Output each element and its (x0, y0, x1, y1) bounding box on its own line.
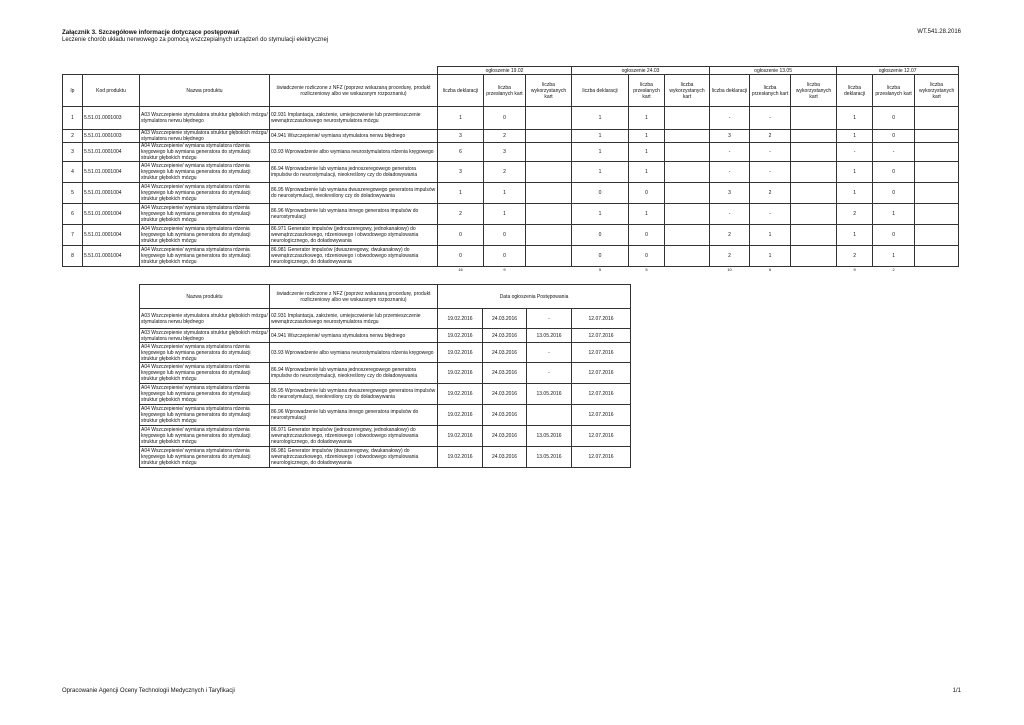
service-description: 02.931 Implantacja, założenie, umiejscowienie lub przemieszczenie wewnątrzczaszkowego neurostymulatora mózgu (270, 107, 438, 130)
row-number: 1 (63, 107, 83, 130)
count-value: 2 (484, 130, 526, 143)
table-row (140, 384, 631, 405)
count-value: 2 (484, 162, 526, 183)
count-value: 3 (710, 183, 750, 204)
count-value: 1 (572, 143, 629, 162)
count-value: - (710, 204, 750, 225)
count-value: 1 (572, 162, 629, 183)
count-value: 1 (572, 130, 629, 143)
announcement-date: 13.05.2016 (527, 329, 572, 343)
count-value: 1 (438, 183, 484, 204)
sum-value: 10 (727, 267, 732, 273)
count-value: 0 (484, 246, 526, 267)
announcement-date: 13.05.2016 (527, 426, 572, 447)
count-value: 1 (873, 246, 915, 267)
product-code: 5.51.01.0001003 (83, 130, 140, 143)
count-value: 1 (873, 204, 915, 225)
announcement-date: 19.02.2016 (438, 405, 483, 426)
count-value: 6 (438, 143, 484, 162)
product-name: A04 Wszczepienie/ wymiana stymulatora rdzenia kręgowego lub wymiana generatora do stymulacji struktur głębokich mózgu (140, 363, 270, 384)
service-description: 04.941 Wszczepienie/ wymiana stymulatora nerwu błędnego (270, 329, 438, 343)
sum-value: 2 (892, 267, 895, 273)
count-value: 0 (873, 130, 915, 143)
announcement-date: 24.03.2016 (483, 363, 527, 384)
sum-value (791, 267, 837, 273)
count-value (526, 246, 572, 267)
service-description: 86.95 Wprowadzenie lub wymiana dwuszeregowego generatora impulsów do neurostymulacji, nieokreślony czy do doładowywania (270, 384, 438, 405)
count-value (526, 225, 572, 246)
table-row (63, 143, 959, 162)
count-value: 1 (837, 162, 873, 183)
service-description: 86.971 Generator impulsów (jednoszeregowy, jednokanałowy) do wewnątrzczaszkowego, rdzeniowego i obwodowego stymulowania neurologicznego, do doładowywania (270, 225, 438, 246)
product-name: A04 Wszczepienie/ wymiana stymulatora rdzenia kręgowego lub wymiana generatora do stymulacji struktur głębokich mózgu (140, 405, 270, 426)
sum-value: 6 (768, 267, 772, 273)
column-header: Kod produktu (83, 75, 140, 107)
count-value (526, 204, 572, 225)
product-name: A04 Wszczepienie/ wymiana stymulatora rdzenia kręgowego lub wymiana generatora do stymulacji struktur głębokich mózgu (140, 447, 270, 468)
sum-value: 5 (598, 267, 602, 273)
count-value: 0 (572, 246, 629, 267)
announcement-date: 12.07.2016 (572, 329, 631, 343)
announcement-date: 12.07.2016 (572, 384, 631, 405)
sum-value: 16 (458, 267, 463, 273)
column-header: świadczenie rozliczone z NFZ (poprzez wskazaną procedurę, produkt rozliczeniowy albo we wskazanym rozpoznaniu) (270, 75, 438, 107)
count-value (791, 162, 837, 183)
document-reference: WT.541.28.2016 (917, 29, 961, 35)
row-number: 7 (63, 225, 83, 246)
product-name: A04 Wszczepienie/ wymiana stymulatora rdzenia kręgowego lub wymiana generatora do stymulacji struktur głębokich mózgu (140, 225, 270, 246)
table-row (63, 204, 959, 225)
announcement-dates-table (139, 284, 631, 468)
count-value: 0 (629, 246, 665, 267)
service-description: 03.93 Wprowadzenie albo wymiana neurostymulatora rdzenia kręgowego (270, 143, 438, 162)
count-value: 2 (710, 246, 750, 267)
table-row (140, 309, 631, 329)
service-description: 86.94 Wprowadzenie lub wymiana jednoszeregowego generatora impulsów do neurostymulacji, nieokreślony czy do doładowywania (270, 162, 438, 183)
group-header: ogłoszenie 24.03 (572, 67, 710, 75)
count-value: 2 (750, 130, 791, 143)
table-row (63, 225, 959, 246)
column-header: lp (63, 75, 83, 107)
column-header: liczba deklaracji (710, 75, 750, 107)
sum-value: 9 (853, 267, 856, 273)
announcement-date (527, 405, 572, 426)
table-row (63, 162, 959, 183)
footer-organization: Opracowanie Agencji Oceny Technologii Medycznych i Taryfikacji (62, 688, 235, 694)
announcement-date: 13.05.2016 (527, 384, 572, 405)
count-value: 1 (438, 107, 484, 130)
row-number: 2 (63, 130, 83, 143)
document-subtitle: Leczenie chorób układu nerwowego za pomocą wszczepialnych urządzeń do stymulacji elektrycznej (62, 37, 329, 43)
announcement-date: 19.02.2016 (438, 426, 483, 447)
announcement-date: - (527, 343, 572, 363)
count-value: 3 (438, 130, 484, 143)
count-value: 1 (484, 204, 526, 225)
row-number: 5 (63, 183, 83, 204)
count-value (665, 225, 710, 246)
product-name: A04 Wszczepienie/ wymiana stymulatora rdzenia kręgowego lub wymiana generatora do stymulacji struktur głębokich mózgu (140, 143, 270, 162)
group-header: ogłoszenie 19.02 (438, 67, 572, 75)
product-name: A04 Wszczepienie/ wymiana stymulatora rdzenia kręgowego lub wymiana generatora do stymulacji struktur głębokich mózgu (140, 426, 270, 447)
column-header: Data ogłoszenia Postępowania (438, 285, 631, 309)
count-value: 1 (484, 183, 526, 204)
count-value (791, 143, 837, 162)
table-row (63, 246, 959, 267)
count-value: 2 (837, 204, 873, 225)
table-row (140, 343, 631, 363)
table-row (140, 447, 631, 468)
column-header: liczba wykorzystanych kart (526, 75, 572, 107)
count-value: - (873, 143, 915, 162)
table-row (140, 405, 631, 426)
count-value (791, 246, 837, 267)
column-header: liczba wykorzystanych kart (915, 75, 959, 107)
count-value: 1 (572, 107, 629, 130)
count-value (526, 107, 572, 130)
count-value (915, 183, 959, 204)
service-description: 86.981 Generator impulsów (dwuszeregowy, dwukanałowy) do wewnątrzczaszkowego, rdzeniowego i obwodowego stymulowania neurologicznego, do doładowywania (270, 246, 438, 267)
announcement-date: 24.03.2016 (483, 447, 527, 468)
column-header: liczba wykorzystanych kart (665, 75, 710, 107)
count-value (915, 204, 959, 225)
announcement-date: 19.02.2016 (438, 447, 483, 468)
count-value: 3 (438, 162, 484, 183)
product-code: 5.51.01.0001004 (83, 225, 140, 246)
product-code: 5.51.01.0001004 (83, 204, 140, 225)
count-value: 1 (572, 204, 629, 225)
row-number: 6 (63, 204, 83, 225)
service-description: 86.94 Wprowadzenie lub wymiana jednoszeregowego generatora impulsów do neurostymulacji, nieokreślony czy do doładowywania (270, 363, 438, 384)
count-value: 0 (438, 225, 484, 246)
count-value: 1 (629, 107, 665, 130)
product-name: A04 Wszczepienie/ wymiana stymulatora rdzenia kręgowego lub wymiana generatora do stymulacji struktur głębokich mózgu (140, 183, 270, 204)
announcement-date: 12.07.2016 (572, 447, 631, 468)
announcement-date: 13.05.2016 (527, 447, 572, 468)
count-value (915, 130, 959, 143)
row-number: 8 (63, 246, 83, 267)
count-value: 0 (629, 183, 665, 204)
announcement-date: 24.03.2016 (483, 384, 527, 405)
column-header: świadczenie rozliczone z NFZ (poprzez wskazaną procedurę, produkt rozliczeniowy albo we wskazanym rozpoznaniu) (270, 285, 438, 309)
column-header: liczba deklaracji (438, 75, 484, 107)
table-row (140, 329, 631, 343)
count-value (915, 107, 959, 130)
column-header: liczba deklaracji (572, 75, 629, 107)
count-value: 1 (629, 162, 665, 183)
count-value (526, 143, 572, 162)
count-value (791, 107, 837, 130)
announcement-date: 19.02.2016 (438, 363, 483, 384)
count-value: 2 (837, 246, 873, 267)
count-value: 0 (629, 225, 665, 246)
count-value (791, 204, 837, 225)
sum-value (526, 267, 572, 273)
service-description: 86.971 Generator impulsów (jednoszeregowy, jednokanałowy) do wewnątrzczaszkowego, rdzeniowego i obwodowego stymulowania neurologicznego, do doładowywania (270, 426, 438, 447)
count-value: 1 (837, 183, 873, 204)
sum-value: 5 (645, 267, 648, 273)
count-value (791, 130, 837, 143)
table-row (140, 363, 631, 384)
table-row (63, 107, 959, 130)
sum-value (915, 267, 959, 273)
announcement-date: 19.02.2016 (438, 309, 483, 329)
sum-value (665, 267, 710, 273)
count-value (915, 246, 959, 267)
count-value (665, 107, 710, 130)
announcement-date: 19.02.2016 (438, 329, 483, 343)
announcement-date: - (527, 363, 572, 384)
product-name: A04 Wszczepienie/ wymiana stymulatora rdzenia kręgowego lub wymiana generatora do stymulacji struktur głębokich mózgu (140, 343, 270, 363)
product-name: A03 Wszczepienie stymulatora struktur głębokich mózgu/ stymulatora nerwu błędnego (140, 107, 270, 130)
product-name: A04 Wszczepienie/ wymiana stymulatora rdzenia kręgowego lub wymiana generatora do stymulacji struktur głębokich mózgu (140, 204, 270, 225)
count-value: 1 (750, 225, 791, 246)
announcement-date: 12.07.2016 (572, 309, 631, 329)
product-name: A04 Wszczepienie/ wymiana stymulatora rdzenia kręgowego lub wymiana generatora do stymulacji struktur głębokich mózgu (140, 162, 270, 183)
count-value: 2 (710, 225, 750, 246)
product-name: A03 Wszczepienie stymulatora struktur głębokich mózgu/ stymulatora nerwu błędnego (140, 309, 270, 329)
count-value (665, 130, 710, 143)
product-name: A03 Wszczepienie stymulatora struktur głębokich mózgu/ stymulatora nerwu błędnego (141, 130, 268, 142)
count-value: 0 (438, 246, 484, 267)
count-value (665, 246, 710, 267)
count-value (665, 204, 710, 225)
count-value: 1 (750, 246, 791, 267)
count-value: 0 (873, 162, 915, 183)
service-description: 04.941 Wszczepienie/ wymiana stymulatora nerwu błędnego (270, 130, 438, 143)
sum-value: 9 (503, 267, 506, 273)
count-value: - (750, 107, 791, 130)
announcement-date: 24.03.2016 (483, 405, 527, 426)
product-name: A04 Wszczepienie/ wymiana stymulatora rdzenia kręgowego lub wymiana generatora do stymulacji struktur głębokich mózgu (140, 246, 270, 267)
count-value: 0 (873, 225, 915, 246)
service-description: 86.96 Wprowadzenie lub wymiana innego generatora impulsów do neurostymulacji (270, 405, 438, 426)
announcement-date: 24.03.2016 (483, 426, 527, 447)
announcement-date: 24.03.2016 (483, 309, 527, 329)
service-description: 86.96 Wprowadzenie lub wymiana innego generatora impulsów do neurostymulacji (270, 204, 438, 225)
product-code: 5.51.01.0001004 (83, 183, 140, 204)
row-number: 4 (63, 162, 83, 183)
announcement-date: 12.07.2016 (572, 343, 631, 363)
count-value: 0 (873, 107, 915, 130)
count-value (665, 162, 710, 183)
count-value: - (750, 143, 791, 162)
count-value (665, 183, 710, 204)
product-code: 5.51.01.0001003 (83, 107, 140, 130)
declarations-table (62, 66, 959, 273)
count-value: 0 (484, 107, 526, 130)
count-value: 2 (750, 183, 791, 204)
count-value (526, 183, 572, 204)
group-header: ogłoszenie 13.05 (710, 67, 837, 75)
count-value: - (750, 162, 791, 183)
table-row (63, 130, 959, 143)
column-header: liczba przesłanych kart (484, 75, 526, 107)
count-value (915, 162, 959, 183)
count-value: 2 (438, 204, 484, 225)
count-value: 3 (484, 143, 526, 162)
service-description: 03.93 Wprowadzenie albo wymiana neurostymulatora rdzenia kręgowego (270, 343, 438, 363)
page-number: 1/1 (952, 688, 961, 694)
count-value: 0 (572, 225, 629, 246)
product-name: A03 Wszczepienie stymulatora struktur głębokich mózgu/ stymulatora nerwu błędnego (141, 329, 268, 342)
column-header: liczba przesłanych kart (750, 75, 791, 107)
announcement-date: 24.03.2016 (483, 329, 527, 343)
count-value: 0 (873, 183, 915, 204)
count-value (526, 130, 572, 143)
count-value: 1 (629, 204, 665, 225)
count-value: - (750, 204, 791, 225)
count-value: 1 (837, 225, 873, 246)
announcement-date: 12.07.2016 (572, 363, 631, 384)
product-code: 5.51.01.0001004 (83, 143, 140, 162)
count-value (526, 162, 572, 183)
count-value: 0 (572, 183, 629, 204)
service-description: 02.931 Implantacja, założenie, umiejscowienie lub przemieszczenie wewnątrzczaszkowego neurostymulatora mózgu (270, 309, 438, 329)
column-header: liczba przesłanych kart (629, 75, 665, 107)
announcement-date: 12.07.2016 (572, 405, 631, 426)
table-row (140, 426, 631, 447)
count-value: - (837, 143, 873, 162)
count-value (791, 225, 837, 246)
announcement-date: 19.02.2016 (438, 343, 483, 363)
count-value: 1 (629, 143, 665, 162)
count-value: 1 (629, 130, 665, 143)
count-value: 3 (710, 130, 750, 143)
product-code: 5.51.01.0001004 (83, 162, 140, 183)
announcement-date: 12.07.2016 (572, 426, 631, 447)
count-value: - (710, 162, 750, 183)
row-number: 3 (63, 143, 83, 162)
count-value (915, 143, 959, 162)
column-header: Nazwa produktu (140, 285, 270, 309)
count-value (791, 183, 837, 204)
product-code: 5.51.01.0001004 (83, 246, 140, 267)
count-value: 1 (837, 130, 873, 143)
announcement-date: - (527, 309, 572, 329)
announcement-date: 19.02.2016 (438, 384, 483, 405)
count-value (915, 225, 959, 246)
table-row (63, 183, 959, 204)
count-value: 0 (484, 225, 526, 246)
document-title: Załącznik 3. Szczegółowe informacje dotyczące postępowań (62, 29, 240, 36)
count-value: 1 (837, 107, 873, 130)
column-header: liczba wykorzystanych kart (791, 75, 837, 107)
column-header: liczba deklaracji (837, 75, 873, 107)
count-value: - (710, 107, 750, 130)
column-header: Nazwa produktu (140, 75, 270, 107)
count-value: - (710, 143, 750, 162)
announcement-date: 24.03.2016 (483, 343, 527, 363)
count-value (665, 143, 710, 162)
service-description: 86.95 Wprowadzenie lub wymiana dwuszeregowego generatora impulsów do neurostymulacji, nieokreślony czy do doładowywania (270, 183, 438, 204)
service-description: 86.981 Generator impulsów (dwuszeregowy, dwukanałowy) do wewnątrzczaszkowego, rdzeniowego i obwodowego stymulowania neurologicznego, do doładowywania (270, 447, 438, 468)
product-name: A04 Wszczepienie/ wymiana stymulatora rdzenia kręgowego lub wymiana generatora do stymulacji struktur głębokich mózgu (140, 384, 270, 405)
column-header: liczba przesłanych kart (873, 75, 915, 107)
group-header: ogłoszenie 12.07 (837, 67, 959, 75)
